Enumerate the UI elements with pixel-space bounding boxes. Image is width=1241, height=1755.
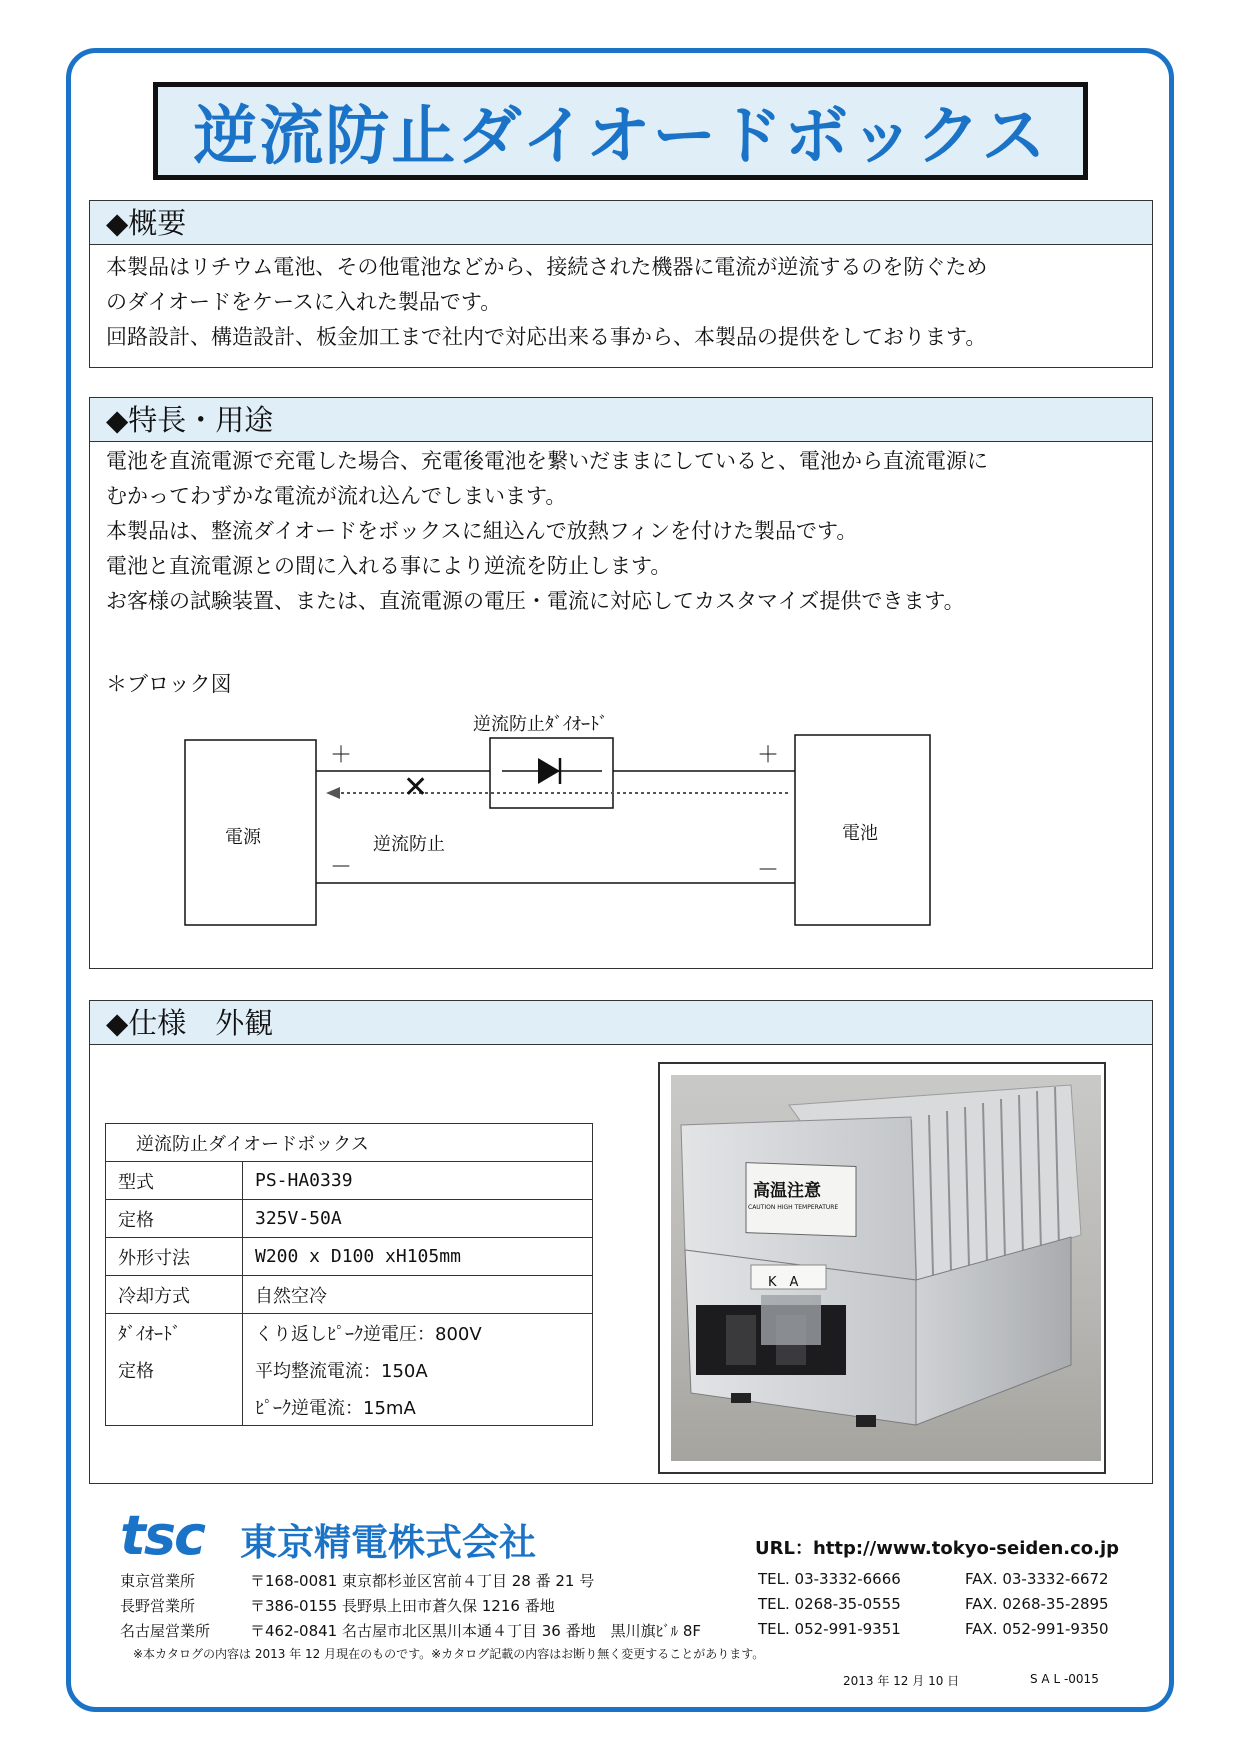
office-tel-nagoya: TEL. 052-991-9351 <box>758 1620 901 1638</box>
product-photo <box>671 1075 1101 1461</box>
product-photo-frame <box>658 1062 1106 1474</box>
table-row <box>106 1200 593 1238</box>
table-row <box>106 1276 593 1314</box>
plus-right: ＋ <box>757 743 780 768</box>
document-code: S A L -0015 <box>1030 1672 1099 1686</box>
spec-value-model: PS-HA0339 <box>243 1162 593 1200</box>
title-box <box>153 82 1088 180</box>
spec-value-rating: 325V-50A <box>243 1200 593 1238</box>
issue-date: 2013 年 12 月 10 日 <box>843 1674 960 1688</box>
features-heading: ◆特長・用途 <box>90 398 1152 442</box>
office-fax-nagano: FAX. 0268-35-2895 <box>965 1595 1109 1613</box>
table-row <box>106 1238 593 1276</box>
spec-label-diode: ﾀﾞｲｵｰﾄﾞ <box>106 1314 243 1352</box>
overview-section <box>89 200 1153 368</box>
office-address-nagano: 〒386-0155 長野県上田市蒼久保 1216 番地 <box>250 1597 555 1615</box>
office-tel-tokyo: TEL. 03-3332-6666 <box>758 1570 901 1588</box>
office-name-tokyo: 東京営業所 <box>120 1572 196 1590</box>
spec-table-title: 逆流防止ダイオードボックス <box>106 1124 593 1162</box>
spec-heading: ◆仕様 外観 <box>90 1001 1152 1045</box>
spec-value-diode-3: ﾋﾟｰｸ逆電流：15mA <box>243 1388 593 1426</box>
office-fax-tokyo: FAX. 03-3332-6672 <box>965 1570 1109 1588</box>
spec-label-cooling: 冷却方式 <box>106 1276 243 1314</box>
photo-terminal-label: K A <box>768 1275 799 1290</box>
company-logo-icon: tsc <box>120 1504 204 1567</box>
overview-line-3: 回路設計、構造設計、板金加工まで社内で対応出来る事から、本製品の提供をしております。 <box>106 325 987 349</box>
table-row <box>106 1124 593 1162</box>
office-address-nagoya: 〒462-0841 名古屋市北区黒川本通４丁目 36 番地 黒川旗ﾋﾞﾙ 8F <box>250 1622 702 1640</box>
spec-label-rating: 定格 <box>106 1200 243 1238</box>
features-line-1: 電池を直流電源で充電した場合、充電後電池を繋いだままにしていると、電池から直流電源に <box>106 449 988 473</box>
spec-value-dimensions: W200 x D100 xH105mm <box>243 1238 593 1276</box>
block-diagram-label: ＊ブロック図 <box>106 672 232 696</box>
reverse-label: 逆流防止 <box>373 834 445 855</box>
table-row <box>106 1162 593 1200</box>
features-line-3: 本製品は、整流ダイオードをボックスに組込んで放熱フィンを付けた製品です。 <box>106 519 858 543</box>
features-line-5: お客様の試験装置、または、直流電源の電圧・電流に対応してカスタマイズ提供できます。 <box>106 589 965 613</box>
power-label: 電源 <box>225 827 261 848</box>
spec-value-diode-2: 平均整流電流：150A <box>243 1351 593 1388</box>
catalog-note: ※本カタログの内容は 2013 年 12 月現在のものです。※カタログ記載の内容はお断り無く変更することがあります。 <box>133 1647 765 1661</box>
office-tel-nagano: TEL. 0268-35-0555 <box>758 1595 901 1613</box>
cross-mark: ✕ <box>403 770 429 805</box>
block-diagram <box>90 633 1150 963</box>
minus-right: － <box>757 858 780 883</box>
spec-label-diode-rating: 定格 <box>106 1351 243 1388</box>
spec-value-cooling: 自然空冷 <box>243 1276 593 1314</box>
spec-value-diode-1: くり返しﾋﾟｰｸ逆電圧：800V <box>243 1314 593 1352</box>
spec-table <box>105 1123 593 1426</box>
spec-label-empty <box>106 1388 243 1426</box>
overview-line-1: 本製品はリチウム電池、その他電池などから、接続された機器に電流が逆流するのを防ぐため <box>106 255 988 279</box>
minus-left: － <box>330 855 353 880</box>
spec-label-dimensions: 外形寸法 <box>106 1238 243 1276</box>
reverse-arrow-head <box>326 787 340 799</box>
page-title: 逆流防止ダイオードボックス <box>193 100 1048 174</box>
office-address-tokyo: 〒168-0081 東京都杉並区宮前４丁目 28 番 21 号 <box>250 1572 595 1590</box>
photo-sign-sub: CAUTION HIGH TEMPERATURE <box>748 1204 839 1211</box>
table-row <box>106 1388 593 1426</box>
office-fax-nagoya: FAX. 052-991-9350 <box>965 1620 1109 1638</box>
spec-label-model: 型式 <box>106 1162 243 1200</box>
features-line-2: むかってわずかな電流が流れ込んでしまいます。 <box>106 484 567 508</box>
features-line-4: 電池と直流電源との間に入れる事により逆流を防止します。 <box>106 554 672 578</box>
overview-line-2: のダイオードをケースに入れた製品です。 <box>106 290 502 314</box>
company-url[interactable]: URL：http://www.tokyo-seiden.co.jp <box>755 1538 1120 1559</box>
company-name: 東京精電株式会社 <box>240 1521 536 1564</box>
table-row <box>106 1314 593 1352</box>
photo-sign-main: 高温注意 <box>753 1181 821 1201</box>
features-section <box>89 397 1153 969</box>
office-name-nagano: 長野営業所 <box>120 1597 196 1615</box>
diode-label: 逆流防止ﾀﾞｲｵｰﾄﾞ <box>473 714 608 735</box>
office-name-nagoya: 名古屋営業所 <box>120 1622 211 1640</box>
plus-left: ＋ <box>330 743 353 768</box>
overview-heading: ◆概要 <box>90 201 1152 245</box>
table-row <box>106 1351 593 1388</box>
battery-label: 電池 <box>842 823 878 844</box>
